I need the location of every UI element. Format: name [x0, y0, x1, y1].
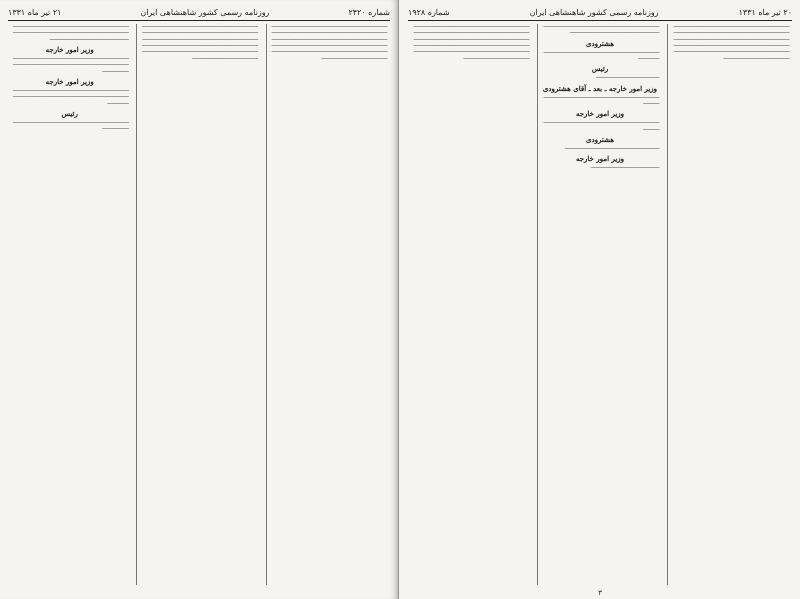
body-text: ────────────────────────────────────────────────────────────────────────────── [543, 24, 659, 37]
body-text: ────────────────────────────────────────────────── [543, 94, 659, 108]
right-column-1 [667, 24, 792, 585]
body-text: ────────────────────────────────────────────────────────────────────────────────────────────────────────────────────── [12, 24, 129, 43]
page-number: ۳ [598, 589, 602, 597]
body-text: ────────────────────────── [590, 165, 659, 172]
right-page [400, 0, 800, 599]
left-column-2 [136, 24, 260, 585]
section-heading: رئیس [591, 64, 609, 74]
left-issue-date: ۲۱ تیر ماه ۱۳۳۱ [8, 7, 62, 17]
left-page [0, 0, 399, 599]
right-issue-number: شماره ۱۹۲۸ [408, 7, 450, 17]
section-heading: وزیر امور خارجه [45, 77, 94, 87]
right-issue-date: ۲۰ تیر ماه ۱۳۳۱ [738, 7, 792, 17]
body-text: ───────────────────────────────────────────────────────────────────────────────────────────────────────────────────────────────────────────────────────────────────────────────────────────────────────────────────────────────────────────────────── [413, 24, 529, 62]
section-heading: وزیر امور خارجه [575, 109, 625, 119]
section-heading: وزیر امور خارجه [575, 154, 625, 164]
body-text: ───────────────────────────────────────────────────────────────────────────────────────────────────────────────────────────────────────────────────────────────────────────────────────────────────────────────────────────────────────────────────── [142, 24, 258, 62]
right-column-2 [537, 24, 662, 585]
left-masthead-title: روزنامه رسمی کشور شاهنشاهی ایران [140, 7, 270, 17]
left-running-head [8, 4, 390, 21]
section-heading: هشترودی [586, 135, 614, 145]
body-text: ──────────────────────── [596, 75, 659, 82]
body-text: ──────────────────────────────────── [564, 146, 659, 153]
right-running-head [408, 4, 792, 21]
body-text: ────────────────────────────────────────────────────── [12, 120, 129, 133]
right-masthead-title: روزنامه رسمی کشور شاهنشاهی ایران [529, 7, 659, 17]
body-text: ────────────────────────────────────────────────────────────────────────────────────────────────── [12, 56, 129, 75]
body-text: ────────────────────────────────────────────────── [543, 120, 659, 133]
left-columns [8, 24, 390, 585]
section-heading: وزیر امور خارجه ـ بعد ـ آقای هشترودی [542, 83, 658, 93]
section-heading: هشترودی [586, 38, 614, 48]
section-heading: رئیس [61, 109, 78, 119]
body-text: ──────────────────────────────────────────────────── [543, 49, 659, 63]
left-issue-number: شماره ۲۴۲۰ [348, 7, 390, 17]
body-text: ───────────────────────────────────────────────────────────────────────────────────────────────────────────────────────────────────────────────────────────────────────────────────────────────────────────────────────────────────────────────────── [271, 24, 387, 62]
body-text: ───────────────────────────────────────────────────────────────────────────────────────────────────────────────────────────────────────────────────────────────────────────────────────────────────────────────────────────────────────────────────── [673, 24, 789, 62]
left-column-3 [8, 24, 131, 585]
left-column-1 [266, 24, 390, 585]
body-text: ──────────────────────────────────────────────────────────────────────────────────────────────── [12, 88, 129, 107]
right-column-3 [408, 24, 532, 585]
right-columns [408, 24, 792, 585]
section-heading: وزیر امور خارجه [45, 45, 94, 55]
